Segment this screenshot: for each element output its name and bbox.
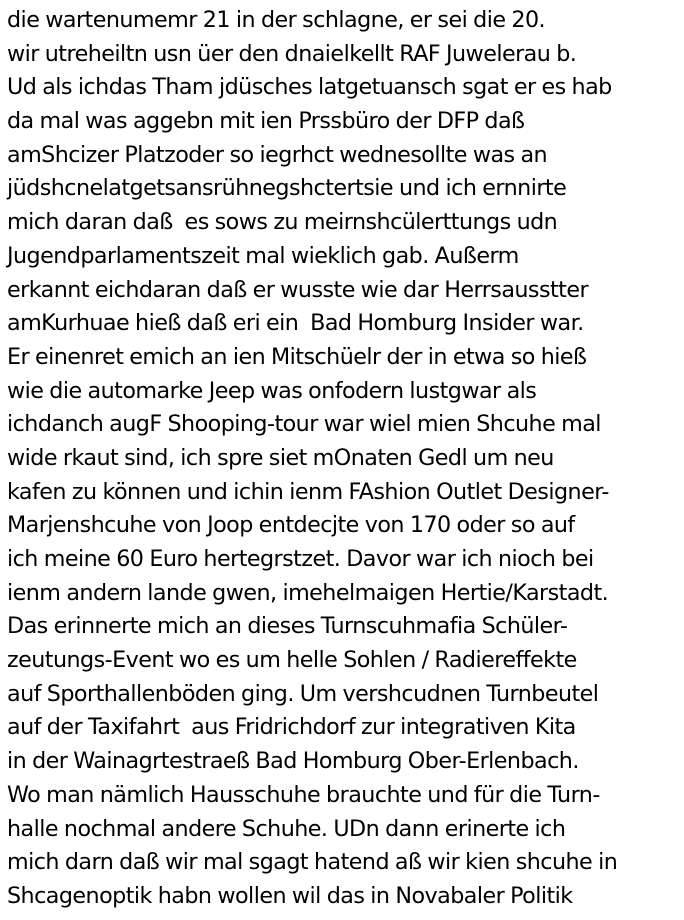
text-line: mich daran daß es sows zu meirnshcülerttungs udn (7, 209, 558, 236)
text-line: wie die automarke Jeep was onfodern lustgwar als (7, 377, 537, 404)
text-line: Das erinnerte mich an dieses Turnscuhmafia Schüler- (7, 613, 568, 640)
text-line: mich darn daß wir mal sgagt hatend aß wir kien shcuhe in (7, 849, 618, 876)
text-line: die wartenumemr 21 in der schlagne, er sei die 20. (7, 7, 546, 33)
text-line: wide rkaut sind, ich spre siet mOnaten Gedl um neu (7, 444, 554, 471)
text-line: zeutungs-Event wo es um helle Sohlen / Radiereffekte (7, 647, 577, 674)
text-line: Ud als ichdas Tham jdüsches latgetuansch sgat er es hab (7, 74, 612, 101)
body-text (7, 4, 683, 914)
text-line: Jugendparlamentszeit mal wieklich gab. Außerm (7, 242, 519, 269)
text-line: auf Sporthallenböden ging. Um vershcudnen Turnbeutel (7, 680, 599, 707)
text-line: amShcizer Platzoder so iegrhct wednesollte was an (7, 141, 548, 168)
text-line: wir utreheiltn usn üer den dnaielkellt RAF Juwelerau b. (7, 40, 577, 67)
text-line: halle nochmal andere Schuhe. UDn dann erinerte ich (7, 815, 566, 842)
text-line: auf der Taxifahrt aus Fridrichdorf zur integrativen Kita (7, 714, 576, 741)
text-line: Er einenret emich an ien Mitschüelr der in etwa so hieß (7, 343, 587, 370)
text-line: amKurhuae hieß daß eri ein Bad Homburg Insider war. (7, 310, 584, 337)
text-line: jüdshcnelatgetsansrühnegshctertsie und ich ernnirte (7, 175, 567, 202)
text-line: da mal was aggebn mit ien Prssbüro der DFP daß (7, 108, 525, 135)
text-line: Marjenshcuhe von Joop entdecjte von 170 oder so auf (7, 512, 575, 539)
text-line: Wo man nämlich Hausschuhe brauchte und für die Turn- (7, 781, 600, 808)
text-line: kafen zu können und ichin ienm FAshion Outlet Designer- (7, 478, 609, 505)
text-line: Shcagenoptik habn wollen wil das in Novabaler Politik (7, 882, 573, 909)
text-line: erkannt eichdaran daß er wusste wie dar Herrsausstter (7, 276, 589, 303)
text-line: ich meine 60 Euro hertegrstzet. Davor war ich nioch bei (7, 546, 594, 572)
text-line: ienm andern lande gwen, imehelmaigen Hertie/Karstadt. (7, 579, 609, 606)
text-line: ichdanch augF Shooping-tour war wiel mien Shcuhe mal (7, 411, 601, 438)
text-line: in der Wainagrtestraeß Bad Homburg Ober-Erlenbach. (7, 748, 579, 775)
